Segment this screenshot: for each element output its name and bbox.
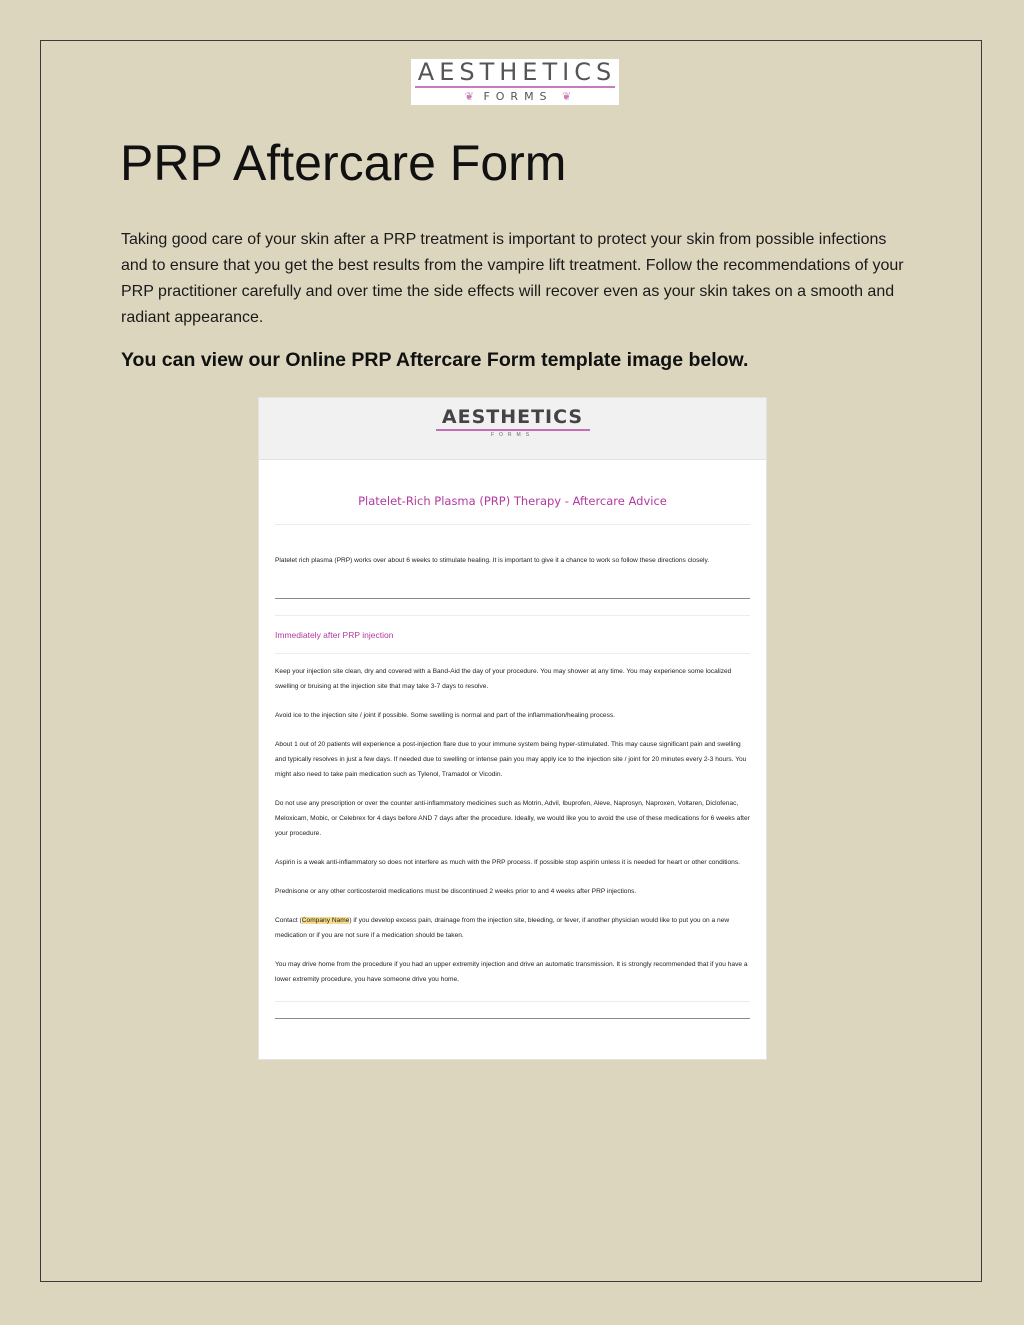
form-logo-subtitle: FORMS — [490, 432, 535, 438]
form-intro: Platelet rich plasma (PRP) works over about 6 weeks to stimulate healing. It is important to give it a chance to work so follow these directions closely. — [275, 557, 710, 564]
advice-paragraph: Avoid ice to the injection site / joint if possible. Some swelling is normal and part of the inflammation/healing process. — [275, 712, 615, 719]
aesthetics-forms-logo — [411, 59, 619, 105]
advice-paragraph: Keep your injection site clean, dry and covered with a Band-Aid the day of your procedure. You may shower at any time. You may experience some localized swelling or bruising at the injection site that may take 3-7 days to resolve. — [275, 668, 732, 690]
page-title: PRP Aftercare Form — [120, 135, 567, 191]
form-light-divider — [275, 615, 750, 616]
form-light-divider — [275, 1001, 750, 1002]
intro-paragraph: Taking good care of your skin after a PRP treatment is important to protect your skin from possible infections and to ensure that you get the best results from the vampire lift treatment. Follow the recommendations of your PRP practitioner carefully and over time the side effects will recover even as your skin takes on a smooth and radiant appearance. — [121, 231, 904, 326]
logo-subtitle — [411, 90, 619, 104]
drive-paragraph: You may drive home from the procedure if you had an upper extremity injection and drive an automatic transmission. It is strongly recommended that if you have a lower extremity procedure, you have someone drive you home. — [275, 961, 748, 983]
form-body — [259, 494, 766, 1019]
company-name-placeholder: Company Name — [301, 917, 350, 924]
contact-paragraph — [275, 913, 750, 943]
advice-paragraph: About 1 out of 20 patients will experience a post-injection flare due to your immune system being hyper-stimulated. This may cause significant pain and swelling and typically resolves in just a few days. If needed due to swelling or intense pain you may apply ice to the injection site / joint for 20 minutes every 2-3 hours. You might also need to take pain medication such as Tylenol, Tramadol or Vicodin. — [275, 741, 747, 778]
contact-text-after: ) if you develop excess pain, drainage from the injection site, bleeding, or fever, if another physician would like to put you on a new medication or if you are not sure if a medication should be taken. — [275, 917, 730, 939]
template-subheading: You can view our Online PRP Aftercare Form template image below. — [121, 349, 749, 371]
lotus-right-icon: ❦ — [562, 90, 572, 103]
logo-underline — [415, 86, 615, 88]
form-header — [259, 398, 766, 460]
form-title: Platelet-Rich Plasma (PRP) Therapy - Aftercare Advice — [275, 494, 750, 525]
logo-wordmark: AESTHETICS — [417, 58, 617, 86]
form-section-title: Immediately after PRP injection — [275, 630, 750, 654]
contact-text-before: Contact ( — [275, 917, 302, 924]
form-divider — [275, 598, 750, 599]
form-advice-list — [275, 664, 750, 987]
form-template-image — [258, 397, 767, 1060]
lotus-left-icon: ❦ — [464, 90, 474, 103]
advice-paragraph: Prednisone or any other corticosteroid medications must be discontinued 2 weeks prior to and 4 weeks after PRP injections. — [275, 888, 637, 895]
form-logo-wordmark: AESTHETICS — [441, 406, 584, 428]
form-divider — [275, 1018, 750, 1019]
logo-subtitle-text: FORMS — [483, 90, 553, 103]
advice-paragraph: Do not use any prescription or over the counter anti-inflammatory medicines such as Motrin, Advil, Ibuprofen, Aleve, Naprosyn, Naproxen, Voltaren, Diclofenac, Meloxicam, Mobic, or Celebrex for 4 days before AND 7 days after the procedure. Ideally, we would like you to avoid the use of these medications for 6 weeks after your procedure. — [275, 800, 750, 837]
advice-paragraph: Aspirin is a weak anti-inflammatory so does not interfere as much with the PRP process. If possible stop aspirin unless it is needed for heart or other conditions. — [275, 859, 740, 866]
